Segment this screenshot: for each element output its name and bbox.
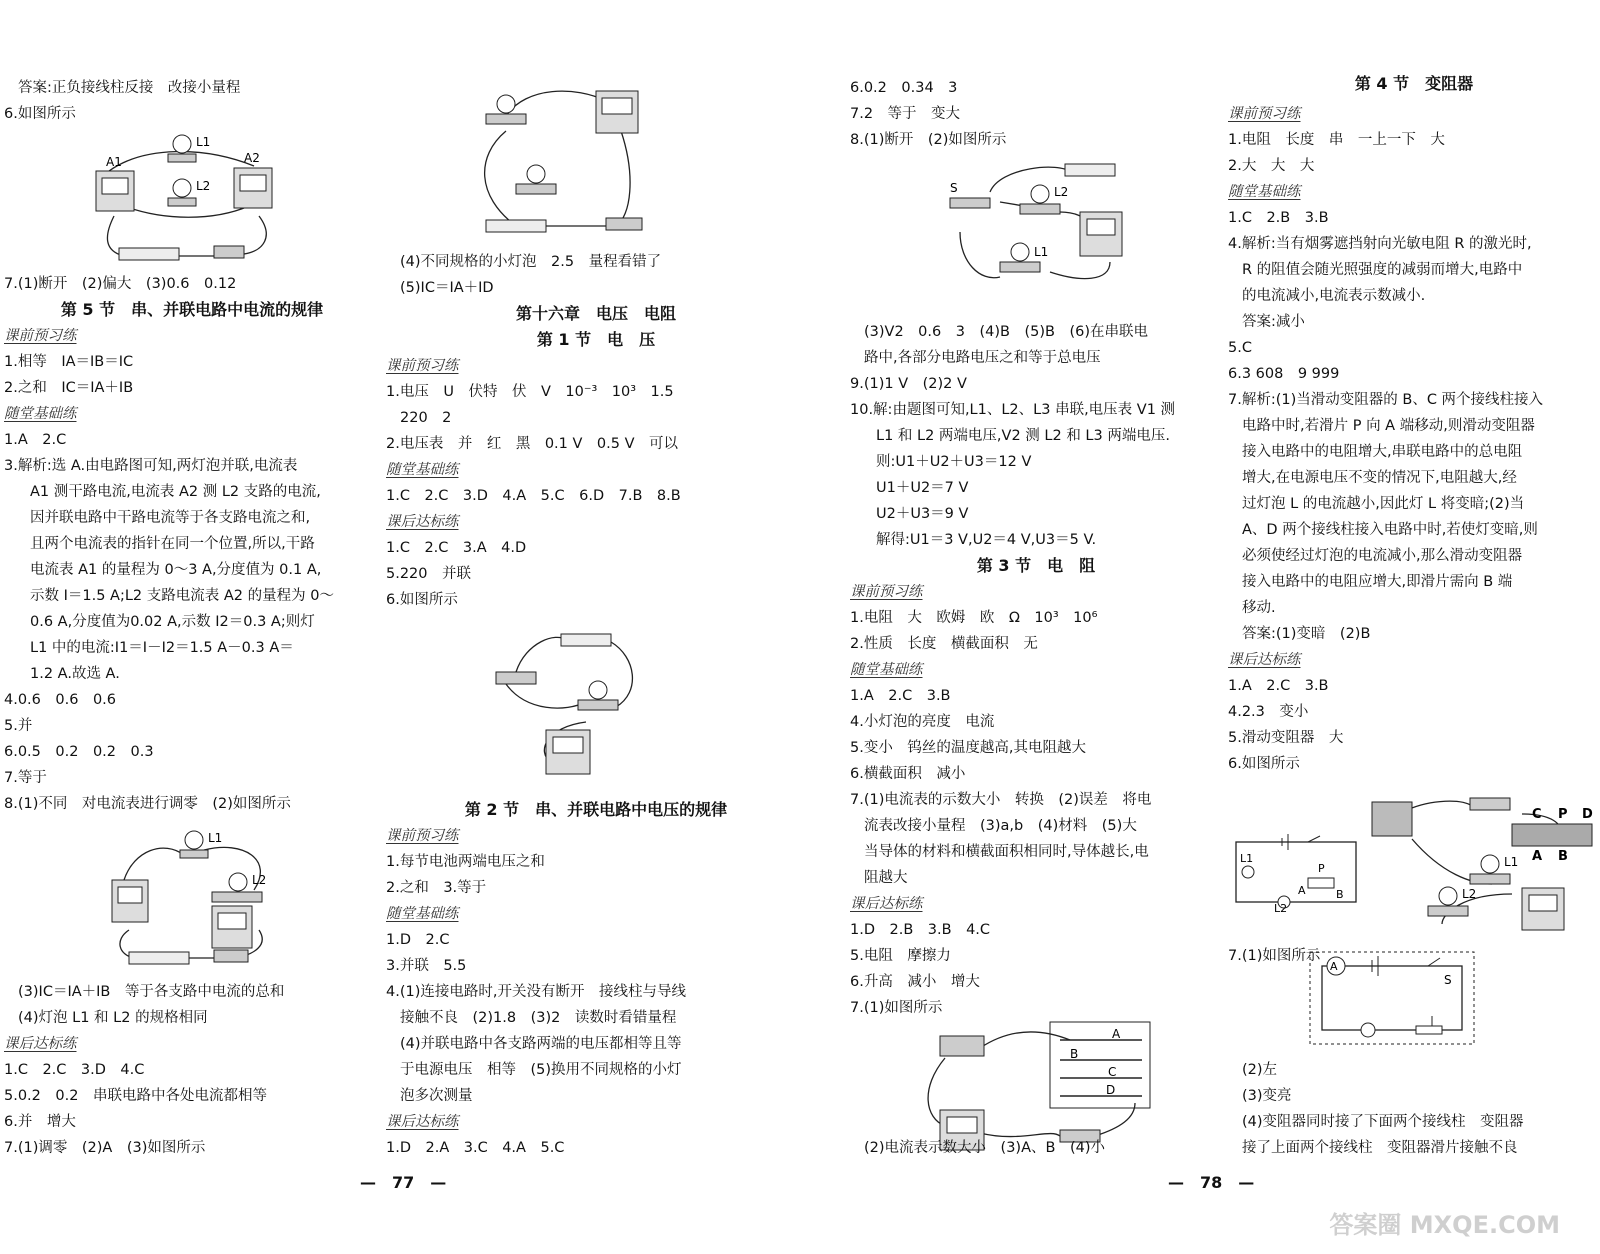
text-line: 5.变小 钨丝的温度越高,其电阻越大: [850, 740, 1086, 756]
text-line: 于电源电压 相等 (5)换用不同规格的小灯: [400, 1062, 682, 1078]
text-line: 1.D 2.A 3.C 4.A 5.C: [386, 1140, 565, 1156]
text-line: 且两个电流表的指针在同一个位置,所以,干路: [30, 536, 315, 552]
text-line: 6.如图所示: [386, 592, 458, 608]
fig-label: P: [1318, 862, 1325, 875]
fig-label: L1: [1240, 852, 1254, 865]
text-line: 5.C: [1228, 340, 1252, 356]
text-line: (3)IC＝IA＋IB 等于各支路中电流的总和: [18, 984, 285, 1000]
section-heading: 第 5 节 串、并联电路中电流的规律: [60, 300, 324, 319]
text-line: 4.小灯泡的亮度 电流: [850, 714, 995, 730]
text-line: 答案:(1)变暗 (2)B: [1242, 626, 1371, 642]
exercise-label: 课后达标练: [386, 1114, 459, 1130]
exercise-label: 课前预习练: [4, 328, 77, 344]
text-line: 5.电阻 摩擦力: [850, 948, 951, 964]
fig-label: B: [1336, 888, 1344, 901]
text-line: 10.解:由题图可知,L1、L2、L3 串联,电压表 V1 测: [850, 402, 1176, 418]
text-line: 220 2: [400, 410, 452, 426]
text-line: 4.0.6 0.6 0.6: [4, 692, 117, 708]
text-line: 1.电压 U 伏特 伏 V 10⁻³ 10³ 1.5: [386, 384, 674, 400]
text-line: 电流表 A1 的量程为 0～3 A,分度值为 0.1 A,: [30, 562, 322, 578]
text-line: (4)灯泡 L1 和 L2 的规格相同: [18, 1010, 208, 1026]
text-line: 6.0.5 0.2 0.2 0.3: [4, 744, 154, 760]
fig-label: L1: [196, 135, 211, 149]
text-line: 解得:U1＝3 V,U2＝4 V,U3＝5 V.: [876, 532, 1097, 548]
text-line: 1.C 2.B 3.B: [1228, 210, 1329, 226]
photo-circuit-figure-6: [1362, 784, 1598, 934]
text-line: 6.如图所示: [1228, 756, 1300, 772]
circuit-figure-8-series: [940, 152, 1140, 302]
text-line: 答案:正负接线柱反接 改接小量程: [18, 80, 241, 96]
text-line: 1.A 2.C 3.B: [850, 688, 951, 704]
text-line: 7.解析:(1)当滑动变阻器的 B、C 两个接线柱接入: [1228, 392, 1544, 408]
text-line: (4)变阻器同时接了下面两个接线柱 变阻器: [1242, 1114, 1524, 1130]
text-line: 1.2 A.故选 A.: [30, 666, 120, 682]
exercise-label: 课后达标练: [850, 896, 923, 912]
exercise-label: 课前预习练: [386, 358, 459, 374]
exercise-label: 随堂基础练: [850, 662, 923, 678]
text-line: 0.6 A,分度值为0.02 A,示数 I2＝0.3 A;则灯: [30, 614, 315, 630]
text-line: 1.相等 IA＝IB＝IC: [4, 354, 134, 370]
section-heading: 第 1 节 电 压: [536, 330, 656, 349]
text-line: 8.(1)断开 (2)如图所示: [850, 132, 1007, 148]
text-line: 6.并 增大: [4, 1114, 76, 1130]
text-line: 2.电压表 并 红 黑 0.1 V 0.5 V 可以: [386, 436, 679, 452]
fig-label: L1: [1504, 855, 1519, 869]
fig-label: S: [1444, 973, 1452, 987]
text-line: 3.并联 5.5: [386, 958, 467, 974]
text-line: 1.A 2.C: [4, 432, 67, 448]
schematic-figure-6: [1228, 832, 1368, 912]
text-line: 5.并: [4, 718, 33, 734]
text-line: 示数 I＝1.5 A;L2 支路电流表 A2 的量程为 0～: [30, 588, 334, 604]
exercise-label: 课前预习练: [386, 828, 459, 844]
fig-label: A2: [244, 151, 260, 165]
exercise-label: 课后达标练: [386, 514, 459, 530]
text-line: 2.之和 3.等于: [386, 880, 487, 896]
text-line: 7.(1)断开 (2)偏大 (3)0.6 0.12: [4, 276, 237, 292]
fig-label: L1: [1034, 245, 1049, 259]
text-line: 必须使经过灯泡的电流减小,那么滑动变阻器: [1242, 548, 1523, 564]
section-heading: 第 4 节 变阻器: [1354, 74, 1474, 93]
text-line: 移动.: [1242, 600, 1276, 616]
text-line: 6.升高 减小 增大: [850, 974, 980, 990]
text-line: A、D 两个接线柱接入电路中时,若使灯变暗,则: [1242, 522, 1538, 538]
fig-label: P: [1558, 807, 1568, 822]
text-line: 过灯泡 L 的电流越小,因此灯 L 将变暗;(2)当: [1242, 496, 1525, 512]
circuit-figure-top: [466, 76, 666, 246]
exercise-label: 随堂基础练: [4, 406, 77, 422]
circuit-figure-8: [104, 820, 294, 970]
text-line: 4.2.3 变小: [1228, 704, 1309, 720]
fig-label: B: [1558, 849, 1568, 864]
fig-label: L2: [1462, 887, 1477, 901]
fig-label: S: [950, 181, 958, 195]
text-line: 1.D 2.B 3.B 4.C: [850, 922, 991, 938]
text-line: (4)不同规格的小灯泡 2.5 量程看错了: [400, 254, 662, 270]
text-line: 7.等于: [4, 770, 47, 786]
text-line: 1.每节电池两端电压之和: [386, 854, 545, 870]
text-line: 6.横截面积 减小: [850, 766, 966, 782]
text-line: 3.解析:选 A.由电路图可知,两灯泡并联,电流表: [4, 458, 298, 474]
text-line: 接入电路中的电阻增大,串联电路中的总电阻: [1242, 444, 1523, 460]
text-line: 8.(1)不同 对电流表进行调零 (2)如图所示: [4, 796, 291, 812]
page-number-right: — 78 —: [1168, 1173, 1255, 1192]
schematic-figure-7: [1308, 950, 1478, 1046]
text-line: A1 测干路电流,电流表 A2 测 L2 支路的电流,: [30, 484, 321, 500]
text-line: 1.D 2.C: [386, 932, 450, 948]
fig-label: D: [1106, 1083, 1116, 1097]
text-line: 答案:减小: [1242, 314, 1305, 330]
fig-label: L2: [252, 873, 267, 887]
text-line: 6.如图所示: [4, 106, 76, 122]
exercise-label: 课前预习练: [850, 584, 923, 600]
text-line: 流表改接小量程 (3)a,b (4)材料 (5)大: [864, 818, 1137, 834]
text-line: (4)并联电路中各支路两端的电压都相等且等: [400, 1036, 682, 1052]
text-line: 当导体的材料和横截面积相同时,导体越长,电: [864, 844, 1149, 860]
text-line: 增大,在电源电压不变的情况下,电阻越大,经: [1242, 470, 1517, 486]
fig-label: L1: [208, 831, 223, 845]
chapter-heading: 第十六章 电压 电阻: [515, 304, 676, 323]
text-line: 接触不良 (2)1.8 (3)2 读数时看错量程: [400, 1010, 677, 1026]
exercise-label: 课前预习练: [1228, 106, 1301, 122]
fig-label: C: [1532, 807, 1542, 822]
text-line: 4.解析:当有烟雾遮挡射向光敏电阻 R 的激光时,: [1228, 236, 1532, 252]
text-line: 1.C 2.C 3.D 4.A 5.C 6.D 7.B 8.B: [386, 488, 681, 504]
text-line: 接了上面两个接线柱 变阻器滑片接触不良: [1242, 1140, 1518, 1156]
text-line: 7.(1)如图所示: [850, 1000, 943, 1016]
circuit-figure-6: [84, 126, 294, 266]
text-line: 路中,各部分电路电压之和等于总电压: [864, 350, 1101, 366]
text-line: L1 中的电流:I1＝I－I2＝1.5 A－0.3 A＝: [30, 640, 294, 656]
text-line: 因并联电路中干路电流等于各支路电流之和,: [30, 510, 311, 526]
text-line: 5.0.2 0.2 串联电路中各处电流都相等: [4, 1088, 267, 1104]
exercise-label: 课后达标练: [1228, 652, 1301, 668]
text-line: (3)V2 0.6 3 (4)B (5)B (6)在串联电: [864, 324, 1148, 340]
exercise-label: 随堂基础练: [386, 906, 459, 922]
text-line: 1.电阻 大 欧姆 欧 Ω 10³ 10⁶: [850, 610, 1098, 626]
text-line: (3)变亮: [1242, 1088, 1292, 1104]
text-line: (2)左: [1242, 1062, 1278, 1078]
text-line: 电路中时,若滑片 P 向 A 端移动,则滑动变阻器: [1242, 418, 1535, 434]
fig-label: A: [1112, 1027, 1121, 1041]
text-line: 7.2 等于 变大: [850, 106, 961, 122]
circuit-figure-7-resistor-board: [920, 1018, 1160, 1154]
text-line: 4.(1)连接电路时,开关没有断开 接线柱与导线: [386, 984, 686, 1000]
text-line: 1.C 2.C 3.D 4.C: [4, 1062, 145, 1078]
text-line: 5.滑动变阻器 大: [1228, 730, 1344, 746]
fig-label: C: [1108, 1065, 1117, 1079]
exercise-label: 随堂基础练: [1228, 184, 1301, 200]
text-line: U2＋U3＝9 V: [876, 506, 969, 522]
fig-label: L2: [196, 179, 211, 193]
text-line: 1.C 2.C 3.A 4.D: [386, 540, 527, 556]
text-line: 1.A 2.C 3.B: [1228, 678, 1329, 694]
fig-label: A: [1298, 884, 1306, 897]
text-line: 2.性质 长度 横截面积 无: [850, 636, 1038, 652]
text-line: 6.0.2 0.34 3: [850, 80, 958, 96]
text-line: 7.(1)如图所示: [1228, 948, 1321, 964]
text-line: 7.(1)电流表的示数大小 转换 (2)误差 将电: [850, 792, 1152, 808]
exercise-label: 随堂基础练: [386, 462, 459, 478]
text-line: 5.220 并联: [386, 566, 472, 582]
text-line: 9.(1)1 V (2)2 V: [850, 376, 967, 392]
text-line: U1＋U2＝7 V: [876, 480, 969, 496]
text-line: 阻越大: [864, 870, 908, 886]
text-line: 6.3 608 9 999: [1228, 366, 1340, 382]
text-line: L1 和 L2 两端电压,V2 测 L2 和 L3 两端电压.: [876, 428, 1170, 444]
text-line: 则:U1＋U2＋U3＝12 V: [876, 454, 1032, 470]
text-line: 泡多次测量: [400, 1088, 473, 1104]
text-line: 的电流减小,电流表示数减小.: [1242, 288, 1426, 304]
text-line: 接入电路中的电阻应增大,即滑片需向 B 端: [1242, 574, 1513, 590]
text-line: 2.之和 IC＝IA＋IB: [4, 380, 134, 396]
fig-label: A: [1330, 960, 1338, 973]
page-number-left: — 77 —: [360, 1173, 447, 1192]
fig-label: B: [1070, 1047, 1079, 1061]
text-line: (2)电流表示数大小 (3)A、B (4)小: [864, 1140, 1105, 1156]
fig-label: L2: [1054, 185, 1069, 199]
text-line: 1.电阻 长度 串 一上一下 大: [1228, 132, 1445, 148]
fig-label: D: [1582, 807, 1593, 822]
text-line: 7.(1)调零 (2)A (3)如图所示: [4, 1140, 206, 1156]
watermark-logo: 答案圈 MXQE.COM: [1329, 1211, 1560, 1239]
text-line: R 的阻值会随光照强度的减弱而增大,电路中: [1242, 262, 1523, 278]
section-heading: 第 2 节 串、并联电路中电压的规律: [464, 800, 728, 819]
section-heading: 第 3 节 电 阻: [976, 556, 1096, 575]
fig-label: L2: [1274, 902, 1288, 912]
text-line: 2.大 大 大: [1228, 158, 1315, 174]
text-line: (5)IC＝IA＋ID: [400, 280, 494, 296]
fig-label: A1: [106, 155, 122, 169]
circuit-figure-6-voltage: [486, 612, 656, 784]
fig-label: A: [1532, 849, 1543, 864]
exercise-label: 课后达标练: [4, 1036, 77, 1052]
